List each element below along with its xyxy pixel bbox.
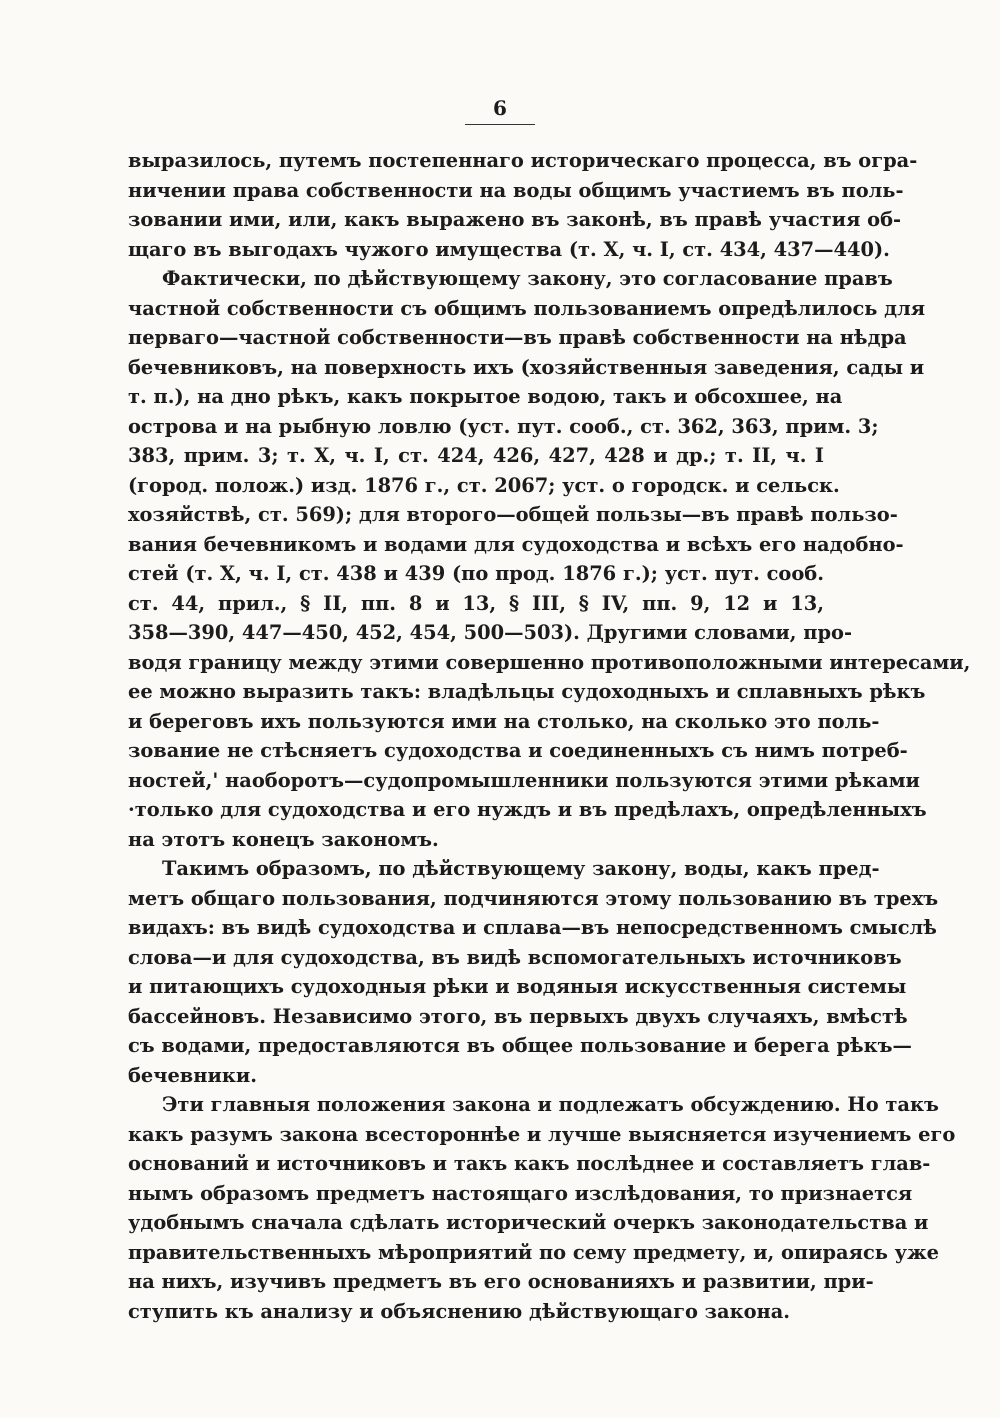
text-line: оснований и источниковъ и такъ какъ послѣднее и составляетъ глав- [128,1152,931,1175]
text-line: (город. полож.) изд. 1876 г., ст. 2067; уст. о городск. и сельск. [128,473,840,497]
page-number: 6 [465,96,535,125]
text-line: бечевники. [128,1063,257,1087]
text-line: ничении права собственности на воды общимъ участиемъ въ поль- [128,178,904,202]
text-line: острова и на рыбную ловлю (уст. пут. сооб., ст. 362, 363, прим. 3; [128,414,879,438]
text-line: ее можно выразить такъ: владѣльцы судоходныхъ и сплавныхъ рѣкъ [128,680,926,703]
page-header [0,96,1000,125]
text-line: удобнымъ сначала сдѣлать исторический очеркъ законодательства и [128,1211,929,1234]
text-line: видахъ: въ видѣ судоходства и сплава—въ непосредственномъ смыслѣ [128,916,937,939]
text-line: частной собственности съ общимъ пользованиемъ опредѣлилось для [128,296,926,320]
text-line: Фактически, по дѣйствующему закону, это согласование правъ [162,267,893,290]
text-line: вания бечевникомъ и водами для судоходства и всѣхъ его надобно- [128,532,904,556]
paragraph [128,1090,956,1326]
paragraph [128,264,971,854]
text-line: метъ общаго пользования, подчиняются этому пользованию въ трехъ [128,886,939,910]
text-line: Такимъ образомъ, по дѣйствующему закону, воды, какъ пред- [162,857,880,880]
paragraph [128,854,939,1090]
text-line: и питающихъ судоходныя рѣки и водяныя искусственныя системы [128,975,907,998]
paragraph [128,146,918,264]
text-line: выразилось, путемъ постепеннаго историческаго процесса, въ огра- [128,149,918,172]
text-line: хозяйствѣ, ст. 569); для второго—общей пользы—въ правѣ пользо- [128,503,898,526]
text-line: на нихъ, изучивъ предметъ въ его основанияхъ и развитии, при- [128,1270,874,1293]
text-line: правительственныхъ мѣроприятий по сему предмету, и, опираясь уже [128,1240,939,1264]
text-line: Эти главныя положения закона и подлежатъ обсуждению. Но такъ [162,1093,939,1116]
text-line: щаго въ выгодахъ чужого имущества (т. X, ч. I, ст. 434, 437—440). [128,237,890,261]
text-line: стей (т. X, ч. I, ст. 438 и 439 (по прод. 1876 г.); уст. пут. сооб. [128,562,824,585]
text-line: 383, прим. 3; т. X, ч. I, ст. 424, 426, 427, 428 и др.; т. II, ч. I [128,444,824,467]
text-line: какъ разумъ закона всестороннѣе и лучше выясняется изучениемъ его [128,1122,956,1146]
text-line: на этотъ конецъ закономъ. [128,827,439,851]
text-line: слова—и для судоходства, въ видѣ вспомогательныхъ источниковъ [128,945,902,969]
text-line: бассейновъ. Независимо этого, въ первыхъ двухъ случаяхъ, вмѣстѣ [128,1004,908,1028]
text-line: ступить къ анализу и объяснению дѣйствующаго закона. [128,1299,791,1323]
text-line: ст. 44, прил., § II, пп. 8 и 13, § III, § IV, пп. 9, 12 и 13, [128,591,824,615]
text-line: нымъ образомъ предметъ настоящаго изслѣдования, то признается [128,1181,913,1205]
text-line: 358—390, 447—450, 452, 454, 500—503). Другими словами, про- [128,621,853,644]
text-line: зование не стѣсняетъ судоходства и соединенныхъ съ нимъ потреб- [128,739,908,762]
text-line: и береговъ ихъ пользуются ими на столько, на сколько это поль- [128,709,880,733]
text-line: водя границу между этими совершенно противоположными интересами, [128,650,971,674]
text-line: зовании ими, или, какъ выражено въ законѣ, въ правѣ участия об- [128,208,902,231]
text-line: т. п.), на дно рѣкъ, какъ покрытое водою, такъ и обсохшее, на [128,385,843,408]
text-line: съ водами, предоставляются въ общее пользование и берега рѣкъ— [128,1034,912,1057]
body-text [128,146,971,1326]
text-line: ностей,' наоборотъ—судопромышленники пользуются этими рѣками [128,768,920,792]
text-line: бечевниковъ, на поверхность ихъ (хозяйственныя заведения, сады и [128,355,925,379]
text-line: ·только для судоходства и его нуждъ и въ предѣлахъ, опредѣленныхъ [128,798,927,821]
text-line: перваго—частной собственности—въ правѣ собственности на нѣдра [128,326,907,349]
